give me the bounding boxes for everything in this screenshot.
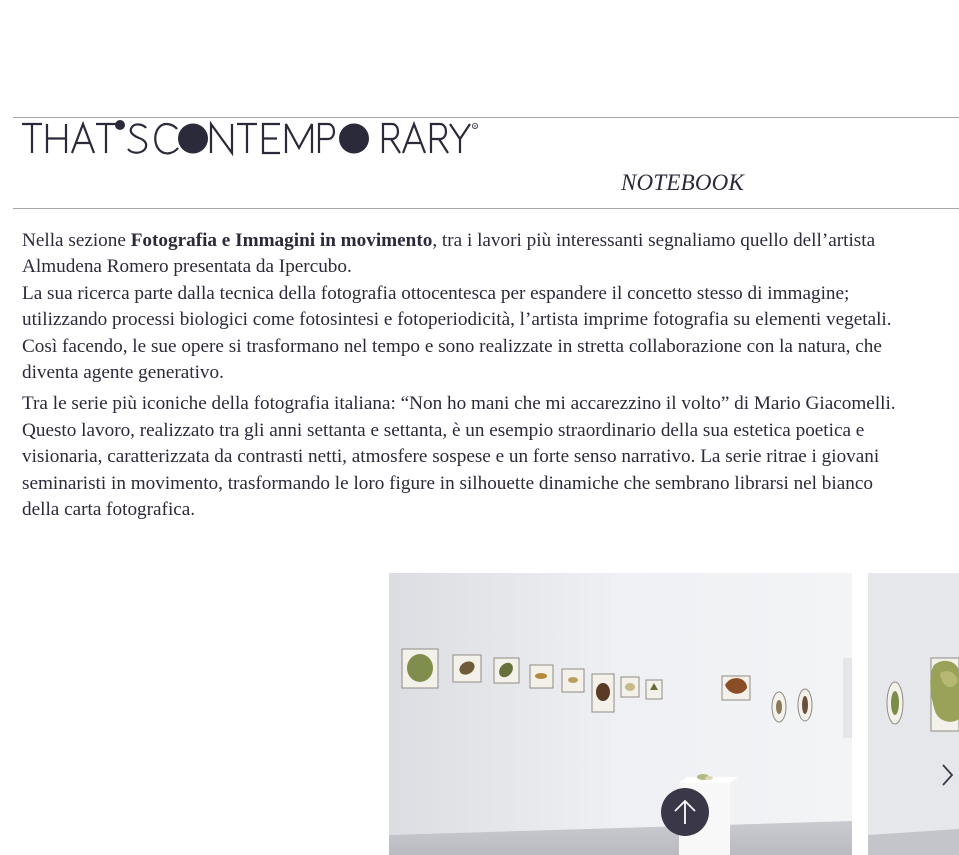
scroll-to-top-button[interactable] xyxy=(661,788,709,836)
text-fragment: Nella sezione xyxy=(22,230,131,251)
installation-photo-2 xyxy=(868,573,959,855)
nav-link-notebook[interactable]: NOTEBOOK xyxy=(621,170,745,195)
text-fragment: Tra le serie più iconiche della fotografia italiana: “Non ho mani che mi accarezzino il volto” di Mario Giacomelli. Questo lavoro, realizzato tra gli anni settanta e settanta, è un esempio straordinario della sua estetica poetica e visionaria, caratterizzata da contrasti netti, atmosfere sospese e un forte senso narrativo. La serie ritrae i giovani xyxy=(22,393,896,468)
text-fragment: seminaristi in movimento, trasformando le loro figure in silhouette dinamiche che sembrano librarsi nel bianco della carta fotografica. xyxy=(22,472,873,521)
svg-text:R: R xyxy=(473,124,477,129)
chevron-right-icon xyxy=(938,762,958,788)
arrow-up-icon xyxy=(661,788,709,836)
paragraph-romero xyxy=(22,228,902,386)
gallery-image-next[interactable] xyxy=(868,573,959,855)
gallery-image-installation[interactable] xyxy=(389,573,852,855)
text-fragment: La sua ricerca parte dalla tecnica della fotografia ottocentesca per espandere il concetto stesso di immagine; utilizzando processi biologici come fotosintesi e fotoperiodicità, l’artista imprime fotografia su elementi vegetali. Così facendo, le sue opere si trasformano nel tempo e sono realizzate in stretta collaborazione con la natura, che diventa agente generativo. xyxy=(22,282,892,384)
article-body xyxy=(22,228,902,523)
site-logo[interactable] xyxy=(22,118,482,158)
installation-photo xyxy=(389,573,852,855)
header-bottom-divider xyxy=(13,208,959,209)
section-name: Fotografia e Immagini in movimento xyxy=(130,230,433,251)
paragraph-giacomelli xyxy=(22,391,902,523)
text-fragment: , tra i lavori più interessanti segnaliamo quello dell’artista Almudena Romero presentata da Ipercubo. xyxy=(22,230,876,278)
carousel-next-button[interactable] xyxy=(938,762,958,788)
logo-wordmark xyxy=(22,118,482,158)
